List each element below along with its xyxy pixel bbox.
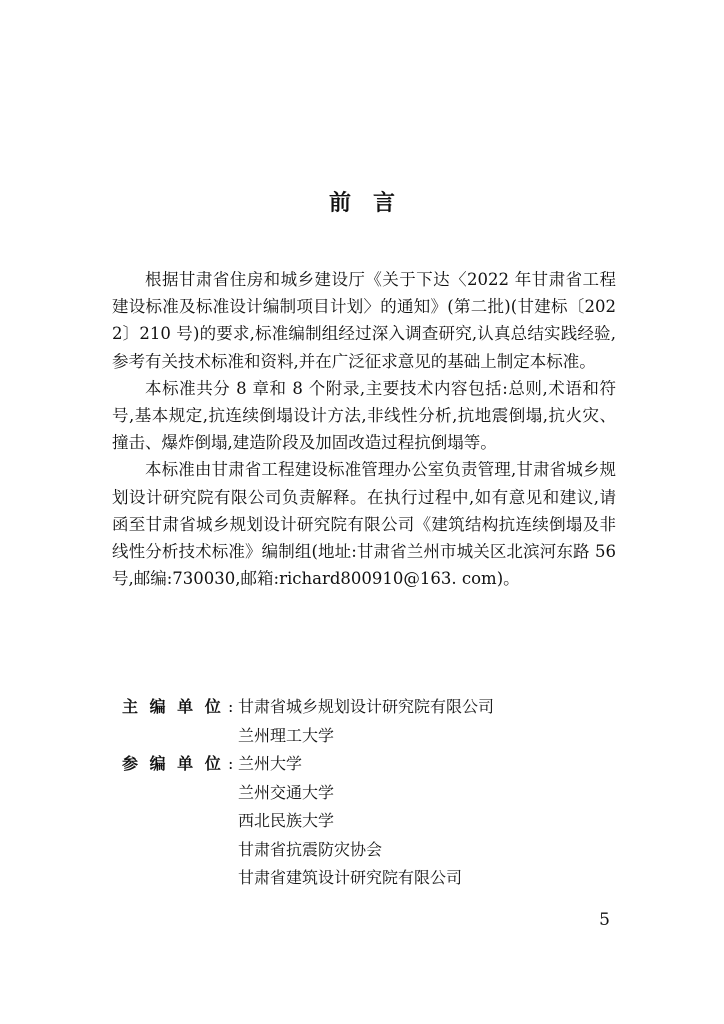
chief-editor-units [122,693,622,750]
unit-item: 西北民族大学 [238,811,335,830]
participating-list [238,750,462,893]
unit-item: 甘肃省城乡规划设计研究院有限公司 [238,697,495,716]
unit-item: 甘肃省抗震防灾协会 [238,839,383,859]
unit-item: 兰州大学 [238,754,303,773]
label-colon: : [228,697,234,716]
participating-label: 参 编 单 位 [122,754,224,773]
participating-units [122,750,622,893]
paragraph-contents-summary: 本标准共分 8 章和 8 个附录,主要技术内容包括:总则,术语和符号,基本规定,抗连续倒塌设计方法,非线性分析,抗地震倒塌,抗火灾、撞击、爆炸倒塌,建造阶段及加固改造过程抗倒塌等。 [112,378,616,453]
compilation-units [122,693,622,893]
page-title: 前言 [328,191,417,216]
label-colon: : [228,754,234,773]
paragraph-compilation-basis: 根据甘肃省住房和城乡建设厅《关于下达〈2022 年甘肃省工程建设标准及标准设计编制项目计划〉的通知》(第二批)(甘建标〔2022〕210 号)的要求,标准编制组经过深入调查研究,认真总结实践经验,参考有关技术标准和资料,并在广泛征求意见的基础上制定本标准。 [112,270,616,371]
preface-body [112,266,616,592]
chief-editor-label: 主 编 单 位 [122,697,224,716]
unit-item: 甘肃省建筑设计研究院有限公司 [238,868,463,887]
unit-item: 兰州理工大学 [238,725,335,745]
unit-item: 兰州交通大学 [238,782,335,802]
page-number: 5 [599,910,610,930]
chief-editor-list [238,693,494,750]
paragraph-management-contact: 本标准由甘肃省工程建设标准管理办公室负责管理,甘肃省城乡规划设计研究院有限公司负责解释。在执行过程中,如有意见和建议,请函至甘肃省城乡规划设计研究院有限公司《建筑结构抗连续倒塌及非线性分析技术标准》编制组(地址:甘肃省兰州市城关区北滨河东路 56 号,邮编:730030,邮箱:richard800910@163. com)。 [112,460,616,589]
